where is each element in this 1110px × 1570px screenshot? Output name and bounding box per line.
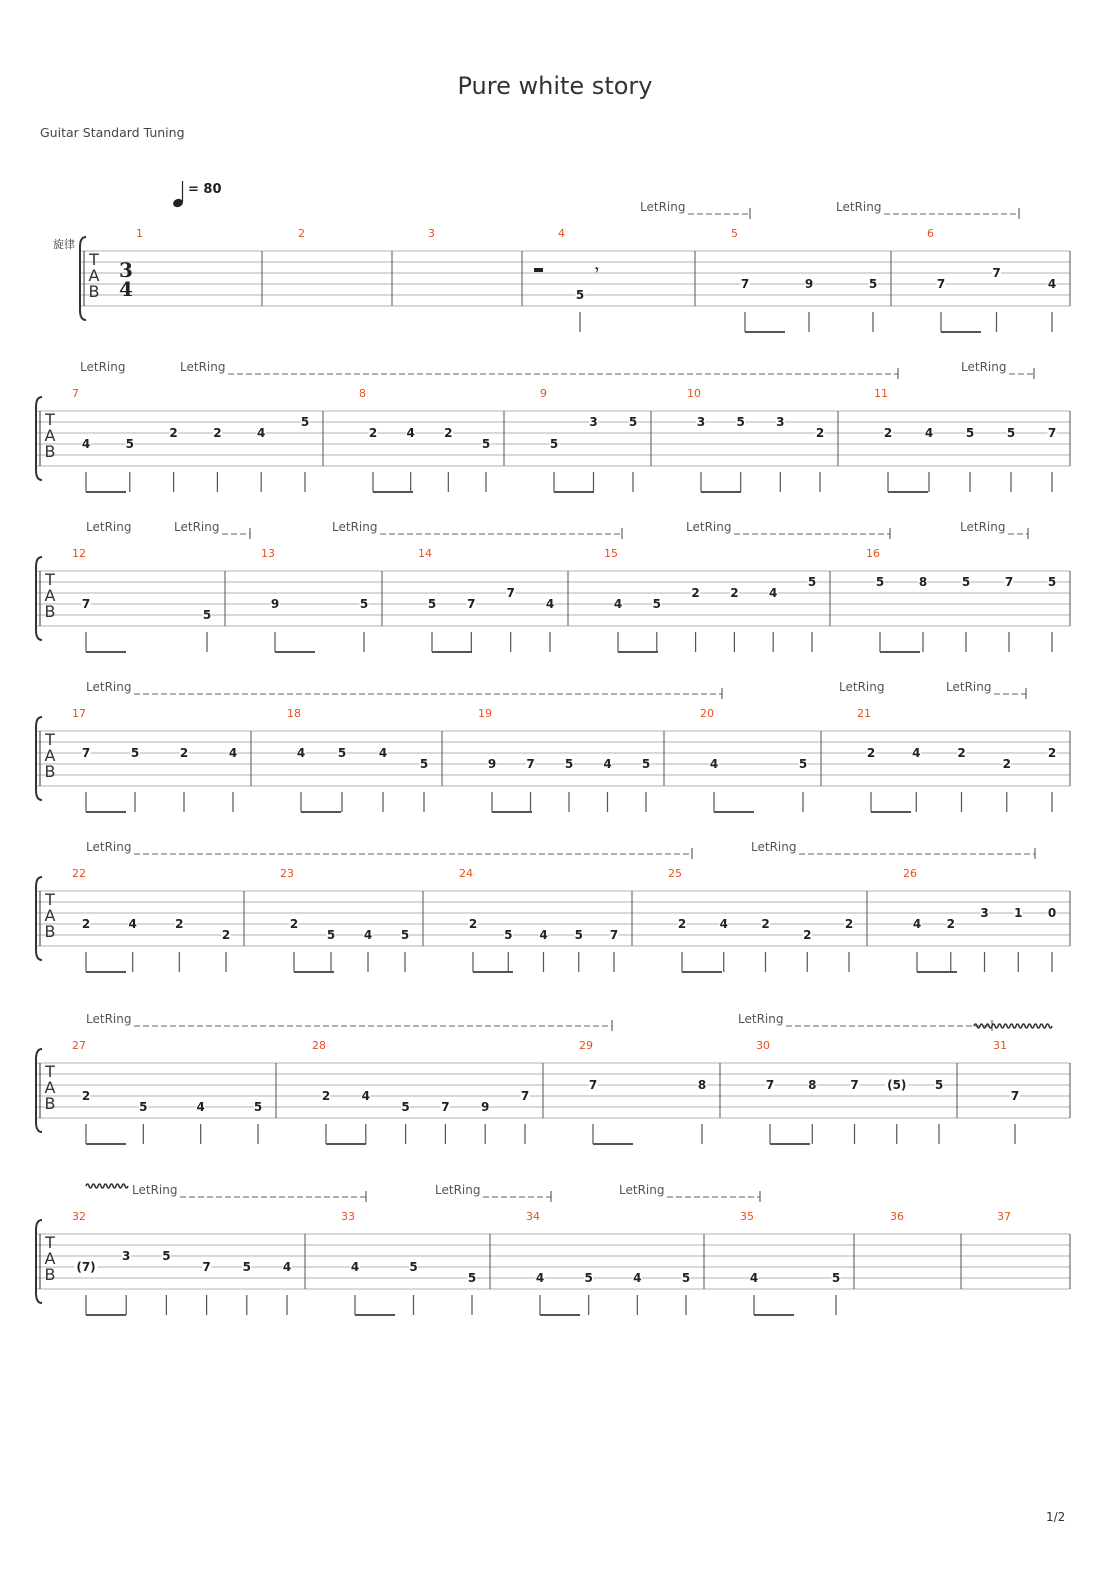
fret-number: 5	[162, 1249, 171, 1263]
tab-letter-a: A	[44, 586, 56, 605]
measure-number: 28	[312, 1039, 326, 1052]
fret-number: 4	[196, 1100, 205, 1114]
let-ring-label: LetRing	[86, 840, 132, 854]
measure-number: 19	[478, 707, 492, 720]
measure-number: 8	[359, 387, 366, 400]
fret-number: 0	[1047, 906, 1057, 920]
fret-number: 8	[697, 1078, 707, 1092]
measure-number: 21	[857, 707, 871, 720]
fret-number: 4	[749, 1271, 759, 1285]
fret-number: 5	[242, 1260, 251, 1274]
fret-number: (5)	[887, 1078, 907, 1092]
fret-number: 4	[128, 917, 137, 931]
fret-number: 3	[589, 415, 598, 429]
fret-number: 5	[641, 757, 651, 771]
fret-number: 2	[175, 917, 184, 931]
tab-letter-t: T	[45, 410, 55, 429]
half-rest-icon	[534, 268, 543, 272]
fret-number: 4	[709, 757, 719, 771]
fret-number: 7	[1010, 1089, 1020, 1103]
system-bracket	[36, 1049, 42, 1132]
fret-number: 5	[419, 757, 429, 771]
let-ring-label: LetRing	[86, 680, 132, 694]
fret-number: 4	[228, 746, 238, 760]
measure-number: 30	[756, 1039, 770, 1052]
fret-number: 1	[1014, 906, 1023, 920]
fret-number: 4	[1047, 277, 1057, 291]
measure-number: 11	[874, 387, 888, 400]
fret-number: 2	[844, 917, 854, 931]
measure-number: 9	[540, 387, 547, 400]
fret-number: 8	[918, 575, 928, 589]
measure-number: 1	[136, 227, 143, 240]
tuning-label: Guitar Standard Tuning	[40, 125, 185, 140]
fret-number: 2	[1002, 757, 1011, 771]
measure-number: 12	[72, 547, 86, 560]
fret-number: 7	[992, 266, 1001, 280]
fret-number: 5	[961, 575, 971, 589]
fret-number: 5	[125, 437, 134, 451]
measure-number: 5	[731, 227, 738, 240]
fret-number: 5	[549, 437, 559, 451]
fret-number: 5	[875, 575, 885, 589]
fret-number: 2	[321, 1089, 331, 1103]
fret-number: 2	[815, 426, 825, 440]
fret-number: 2	[81, 917, 91, 931]
fret-number: 5	[736, 415, 745, 429]
fret-number: 8	[808, 1078, 817, 1092]
fret-number: 5	[326, 928, 336, 942]
fret-number: 2	[468, 917, 478, 931]
measure-number: 22	[72, 867, 86, 880]
fret-number: 7	[202, 1260, 211, 1274]
tab-letter-t: T	[45, 730, 55, 749]
fret-number: 4	[296, 746, 306, 760]
fret-number: 3	[696, 415, 706, 429]
fret-number: 5	[1006, 426, 1016, 440]
fret-number: 9	[487, 757, 497, 771]
vibrato-icon	[86, 1184, 128, 1188]
fret-number: 2	[957, 746, 966, 760]
fret-number: 2	[1047, 746, 1057, 760]
tab-letter-t: T	[45, 570, 55, 589]
fret-number: 4	[545, 597, 555, 611]
fret-number: 9	[270, 597, 280, 611]
tab-letter-a: A	[44, 906, 56, 925]
fret-number: 2	[81, 1089, 91, 1103]
measure-number: 32	[72, 1210, 86, 1223]
tab-letter-t: T	[89, 250, 99, 269]
fret-number: 4	[912, 917, 922, 931]
tab-letter-b: B	[44, 442, 56, 461]
fret-number: 5	[481, 437, 491, 451]
measure-number: 15	[604, 547, 618, 560]
fret-number: 2	[213, 426, 222, 440]
fret-number: 5	[1047, 575, 1057, 589]
measure-number: 35	[740, 1210, 754, 1223]
fret-number: 4	[406, 426, 415, 440]
fret-number: 5	[564, 757, 574, 771]
fret-number: 2	[368, 426, 378, 440]
measure-number: 24	[459, 867, 473, 880]
fret-number: 5	[574, 928, 583, 942]
measure-number: 20	[700, 707, 714, 720]
system-bracket	[36, 717, 42, 800]
let-ring-label: LetRing	[174, 520, 220, 534]
let-ring-label: LetRing	[686, 520, 732, 534]
measure-number: 31	[993, 1039, 1007, 1052]
measure-number: 37	[997, 1210, 1011, 1223]
system-bracket	[36, 557, 42, 640]
tab-letter-t: T	[45, 1233, 55, 1252]
tab-letter-b: B	[44, 1265, 56, 1284]
fret-number: 7	[740, 277, 750, 291]
fret-number: 5	[868, 277, 878, 291]
fret-number: 2	[883, 426, 893, 440]
measure-number: 14	[418, 547, 432, 560]
measure-number: 34	[526, 1210, 540, 1223]
fret-number: 3	[776, 415, 785, 429]
system-bracket	[80, 237, 86, 320]
let-ring-label: LetRing	[961, 360, 1007, 374]
let-ring-label: LetRing	[435, 1183, 481, 1197]
measure-number: 13	[261, 547, 275, 560]
measure-number: 26	[903, 867, 917, 880]
tab-letter-b: B	[44, 1094, 56, 1113]
fret-number: 5	[934, 1078, 944, 1092]
fret-number: 5	[300, 415, 310, 429]
tab-letter-a: A	[88, 266, 100, 285]
fret-number: 4	[257, 426, 266, 440]
fret-number: 2	[803, 928, 812, 942]
fret-number: 4	[282, 1260, 292, 1274]
let-ring-label: LetRing	[839, 680, 885, 694]
score-title: Pure white story	[457, 72, 653, 100]
fret-number: 7	[81, 597, 91, 611]
fret-number: 2	[444, 426, 453, 440]
page-number: 1/2	[1046, 1510, 1066, 1524]
let-ring-label: LetRing	[836, 200, 882, 214]
fret-number: 2	[221, 928, 231, 942]
let-ring-label: LetRing	[619, 1183, 665, 1197]
fret-number: 7	[609, 928, 619, 942]
let-ring-label: LetRing	[80, 360, 126, 374]
let-ring-label: LetRing	[946, 680, 992, 694]
fret-number: 5	[202, 608, 212, 622]
fret-number: 3	[122, 1249, 131, 1263]
tab-letter-b: B	[44, 602, 56, 621]
tab-letter-t: T	[45, 890, 55, 909]
tab-letter-b: B	[88, 282, 100, 301]
measure-number: 3	[428, 227, 435, 240]
fret-number: 2	[730, 586, 739, 600]
fret-number: 7	[1004, 575, 1014, 589]
measure-number: 18	[287, 707, 301, 720]
instrument-label: 旋律	[53, 238, 75, 251]
let-ring-label: LetRing	[960, 520, 1006, 534]
fret-number: 5	[652, 597, 661, 611]
fret-number: 4	[613, 597, 623, 611]
fret-number: 7	[936, 277, 946, 291]
measure-number: 27	[72, 1039, 86, 1052]
measure-number: 36	[890, 1210, 904, 1223]
fret-number: 5	[130, 746, 140, 760]
fret-number: 7	[850, 1078, 859, 1092]
let-ring-label: LetRing	[180, 360, 226, 374]
time-signature-bottom: 4	[119, 277, 133, 301]
let-ring-label: LetRing	[132, 1183, 178, 1197]
fret-number: 4	[535, 1271, 545, 1285]
measure-number: 7	[72, 387, 79, 400]
measure-number: 17	[72, 707, 86, 720]
measure-number: 33	[341, 1210, 355, 1223]
fret-number: 4	[361, 1089, 370, 1103]
tab-letter-a: A	[44, 746, 56, 765]
fret-number: 5	[807, 575, 817, 589]
let-ring-label: LetRing	[332, 520, 378, 534]
fret-number: 2	[946, 917, 955, 931]
let-ring-label: LetRing	[751, 840, 797, 854]
fret-number: 5	[681, 1271, 691, 1285]
system-bracket	[36, 877, 42, 960]
tab-letter-a: A	[44, 1078, 56, 1097]
time-signature-top: 3	[119, 258, 133, 282]
fret-number: 5	[628, 415, 638, 429]
measure-number: 2	[298, 227, 305, 240]
fret-number: 5	[584, 1271, 593, 1285]
fret-number: 2	[761, 917, 770, 931]
fret-number: 2	[289, 917, 299, 931]
measure-number: 10	[687, 387, 701, 400]
system-bracket	[36, 1220, 42, 1303]
let-ring-label: LetRing	[86, 1012, 132, 1026]
fret-number: 9	[481, 1100, 490, 1114]
fret-number: 7	[1047, 426, 1057, 440]
fret-number: 5	[401, 1100, 410, 1114]
tempo-value: = 80	[188, 182, 222, 197]
fret-number: 7	[467, 597, 476, 611]
fret-number: 7	[441, 1100, 450, 1114]
fret-number: 5	[575, 288, 585, 302]
fret-number: 4	[633, 1271, 642, 1285]
fret-number: (7)	[76, 1260, 96, 1274]
tab-letter-b: B	[44, 922, 56, 941]
fret-number: 2	[691, 586, 700, 600]
fret-number: 4	[350, 1260, 360, 1274]
tab-letter-a: A	[44, 1249, 56, 1268]
fret-number: 4	[539, 928, 548, 942]
fret-number: 4	[719, 917, 728, 931]
tab-letter-t: T	[45, 1062, 55, 1081]
measure-number: 25	[668, 867, 682, 880]
measure-number: 6	[927, 227, 934, 240]
fret-number: 7	[526, 757, 535, 771]
fret-number: 7	[81, 746, 91, 760]
fret-number: 7	[520, 1089, 530, 1103]
fret-number: 2	[677, 917, 687, 931]
fret-number: 4	[378, 746, 388, 760]
tab-letter-a: A	[44, 426, 56, 445]
fret-number: 5	[359, 597, 369, 611]
fret-number: 5	[427, 597, 437, 611]
fret-number: 5	[400, 928, 410, 942]
fret-number: 5	[504, 928, 513, 942]
fret-number: 4	[912, 746, 921, 760]
let-ring-label: LetRing	[86, 520, 132, 534]
measure-number: 29	[579, 1039, 593, 1052]
fret-number: 5	[467, 1271, 477, 1285]
measure-number: 4	[558, 227, 565, 240]
fret-number: 4	[769, 586, 778, 600]
tab-letter-b: B	[44, 762, 56, 781]
fret-number: 2	[169, 426, 178, 440]
fret-number: 3	[980, 906, 989, 920]
eighth-rest-icon: 𝄾	[595, 263, 599, 277]
fret-number: 5	[139, 1100, 148, 1114]
fret-number: 5	[253, 1100, 263, 1114]
fret-number: 4	[363, 928, 373, 942]
fret-number: 5	[965, 426, 975, 440]
fret-number: 5	[798, 757, 808, 771]
let-ring-label: LetRing	[640, 200, 686, 214]
measure-number: 23	[280, 867, 294, 880]
fret-number: 7	[765, 1078, 775, 1092]
fret-number: 7	[506, 586, 515, 600]
fret-number: 5	[409, 1260, 418, 1274]
vibrato-icon	[974, 1024, 1052, 1028]
fret-number: 4	[81, 437, 91, 451]
fret-number: 7	[588, 1078, 598, 1092]
let-ring-label: LetRing	[738, 1012, 784, 1026]
system-bracket	[36, 397, 42, 480]
measure-number: 16	[866, 547, 880, 560]
fret-number: 2	[179, 746, 189, 760]
fret-number: 4	[603, 757, 612, 771]
fret-number: 9	[804, 277, 814, 291]
fret-number: 5	[337, 746, 347, 760]
fret-number: 5	[831, 1271, 841, 1285]
fret-number: 2	[866, 746, 876, 760]
fret-number: 4	[924, 426, 934, 440]
